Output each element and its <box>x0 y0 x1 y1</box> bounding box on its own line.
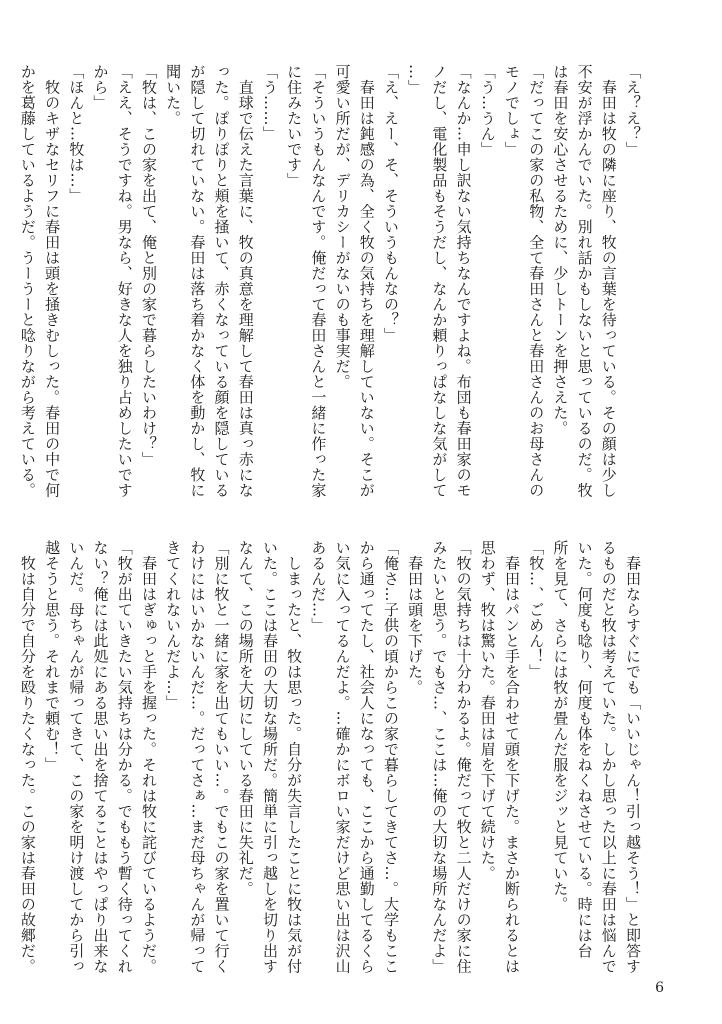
text-column: は春田を安心させるために、少しトーンを押さえた。 <box>551 64 570 436</box>
text-column: なんて、この場所を大切にしている春田に失礼だ。 <box>236 540 255 897</box>
text-column: 「う…うん」 <box>478 64 497 157</box>
text-column: しまったと、牧は思った。自分が失言したことに牧は気が付 <box>285 540 304 974</box>
text-column: いた。何度も唸り、何度も体をねくねさせている。時には台 <box>575 540 594 959</box>
text-column: 「牧が出ていきたい気持ちは分かる。でももう暫く待ってくれ <box>115 540 134 974</box>
text-block-bottom <box>18 540 645 974</box>
text-column: 可愛い所だが、デリカシーがないのも事実だ。 <box>333 64 352 390</box>
text-column: ノだし、電化製品もそうだし、なんか頼りっぱなしな気がして <box>430 64 449 498</box>
text-column: 「俺さ…子供の頃からこの家で暮らしてきてさ…。大学もここ <box>381 540 400 974</box>
text-column: 牧は自分で自分を殴りたくなった。この家は春田の故郷だ。 <box>18 540 37 974</box>
text-column: みたいと思う。でもさ…、ここは…俺の大切な場所なんだよ」 <box>430 540 449 974</box>
text-column: った。ぽりぽりと頬を掻いて、赤くなっている顔を隠している <box>212 64 231 498</box>
text-column: 「牧は、この家を出て、俺と別の家で暮らしたいわけ？」 <box>139 64 158 467</box>
text-column: いた。ここは春田の大切な場所だ。簡単に引っ越しを切り出す <box>260 540 279 974</box>
text-column: 直球で伝えた言葉に、牧の真意を理解して春田は真っ赤にな <box>236 64 255 498</box>
text-column: 春田は頭を下げた。 <box>406 540 425 695</box>
text-column: ない？俺には此処にある思い出を捨てることはやっぱり出来な <box>91 540 110 974</box>
text-column: 春田は牧の隣に座り、牧の言葉を待っている。その顔は少し <box>599 64 618 498</box>
text-column: モノでしょ」 <box>502 64 521 157</box>
text-column: から通ってたし、社会人になっても、ここから通勤してるくら <box>357 540 376 974</box>
text-block-top <box>18 64 645 498</box>
page-number: 6 <box>655 980 664 996</box>
text-column: 「牧…、ごめん！」 <box>527 540 546 680</box>
text-column: 聞いた。 <box>164 64 183 126</box>
text-column: 春田はぎゅっと手を握った。それは牧に詫びているようだ。 <box>139 540 158 974</box>
text-column: あるんだ…」 <box>309 540 328 633</box>
text-column: 「え、えー、そ、そういうもんなの？」 <box>381 64 400 343</box>
text-column: わけにはいかないんだ…。だってさぁ…まだ母ちゃんが帰って <box>188 540 207 974</box>
text-column: 「別に牧と一緒に家を出てもいい…。でもこの家を置いて行く <box>212 540 231 974</box>
text-column: 「だってこの家の私物、全て春田さんと春田さんのお母さんの <box>527 64 546 498</box>
text-column: るものだと牧は考えていた。しかし思った以上に春田は悩んで <box>599 540 618 974</box>
text-column: 牧のキザなセリフに春田は頭を掻きむしった。春田の中で何 <box>43 64 62 498</box>
text-column: 不安が浮かんでいた。別れ話かもしないと思っているのだ。牧 <box>575 64 594 498</box>
text-column: きてくれないんだよ…」 <box>164 540 183 711</box>
text-column: に住みたいです」 <box>285 64 304 188</box>
text-column: 「え？え？」 <box>624 64 642 157</box>
text-column: い気に入ってるんだよ。…確かにボロい家だけど思い出は沢山 <box>333 540 352 974</box>
text-column: いんだ。母ちゃんが帰ってきて、この家を明け渡してから引っ <box>67 540 86 974</box>
text-column: が隠して切れていない。春田は落ち着かなく体を動かし、牧に <box>188 64 207 498</box>
text-column: から」 <box>91 64 110 111</box>
text-column: 「う……」 <box>260 64 279 142</box>
text-column: 「なんか…申し訳ない気持ちなんですよね。布団も春田家のモ <box>454 64 473 498</box>
text-column: 思わず、牧は驚いた。春田は眉を下げて続けた。 <box>478 540 497 881</box>
text-column: …」 <box>406 64 425 95</box>
text-column: かを葛藤しているようだ。うーうーと唸りながら考えている。 <box>18 64 37 498</box>
text-column: 春田ならすぐにでも「いいじゃん！引っ越そう！」と即答す <box>624 540 642 974</box>
text-column: 「ほんと…牧は…」 <box>67 64 86 204</box>
text-column: 「そういうもんなんです。俺だって春田さんと一緒に作った家 <box>309 64 328 498</box>
text-column: 春田はパンと手を合わせて頭を下げた。まさか断られるとは <box>502 540 521 974</box>
text-column: 所を見て、さらには牧が畳んだ服をジッと見ていた。 <box>551 540 570 912</box>
text-column: 越そうと思う。それまで頼む！」 <box>43 540 62 773</box>
text-column: 「ええ、そうですね。男なら、好きな人を独り占めしたいです <box>115 64 134 498</box>
text-column: 春田は鈍感の為、全く牧の気持ちを理解していない。そこが <box>357 64 376 498</box>
text-column: 「牧の気持ちは十分わかるよ。俺だって牧と二人だけの家に住 <box>454 540 473 974</box>
